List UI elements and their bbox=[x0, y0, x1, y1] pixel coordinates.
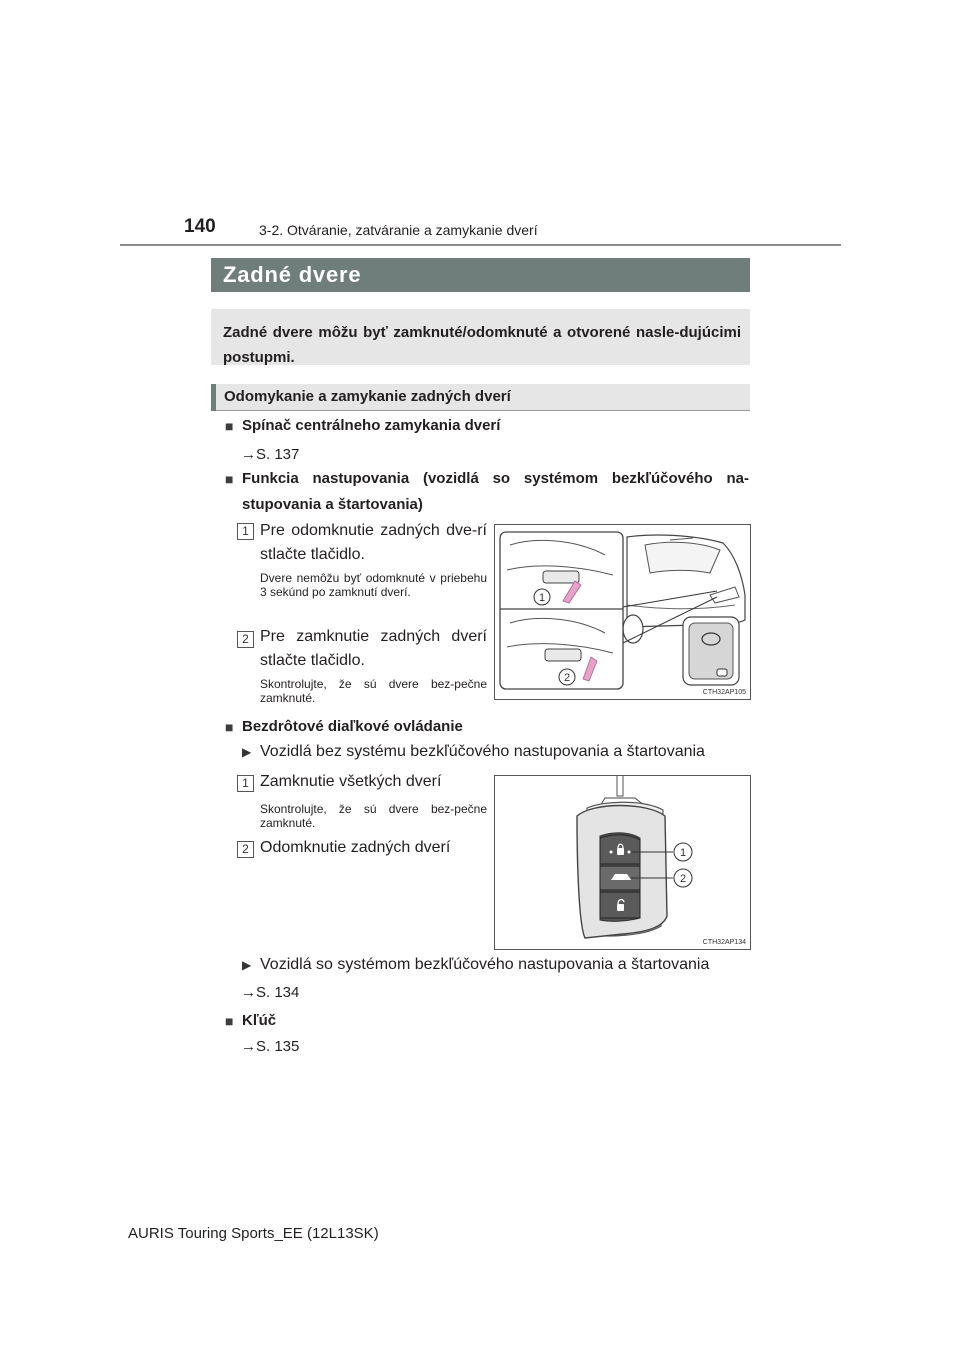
bullet-square-icon: ■ bbox=[225, 1013, 234, 1029]
page-number: 140 bbox=[184, 216, 216, 237]
central-switch-heading: Spínač centrálneho zamykania dverí bbox=[242, 417, 501, 434]
footer-text: AURIS Touring Sports_EE (12L13SK) bbox=[128, 1225, 379, 1242]
figure-code-1: CTH32AP105 bbox=[702, 689, 746, 696]
step-number-2: 2 bbox=[237, 631, 254, 648]
smart-entry-step-2: Pre zamknutie zadných dverí stlačte tlačidlo. bbox=[260, 628, 487, 669]
step-number-2: 2 bbox=[237, 841, 254, 858]
step-number-1: 1 bbox=[237, 523, 254, 540]
subheading: Odomykanie a zamykanie zadných dverí bbox=[224, 388, 511, 405]
svg-text:1: 1 bbox=[679, 847, 687, 859]
remote-note-1: Skontrolujte, že sú dvere bez-pečne zamknuté. bbox=[260, 802, 487, 830]
remote-step-1: Zamknutie všetkých dverí bbox=[260, 773, 442, 790]
remote-sub1: Vozidlá bez systému bezkľúčového nastupovania a štartovania bbox=[260, 743, 705, 760]
smart-entry-note-1: Dvere nemôžu byť odomknuté v priebehu 3 sekúnd po zamknutí dverí. bbox=[260, 571, 487, 599]
remote-ref: →S. 134 bbox=[241, 984, 300, 1001]
svg-text:1: 1 bbox=[538, 592, 546, 604]
smart-entry-step-1: Pre odomknutie zadných dve-rí stlačte tlačidlo. bbox=[260, 522, 487, 563]
smart-entry-heading: Funkcia nastupovania (vozidlá so systémom bezkľúčového na-stupovania a štartovania) bbox=[242, 470, 749, 513]
arrow-icon: → bbox=[241, 446, 256, 463]
central-switch-ref: →S. 137 bbox=[241, 446, 300, 463]
intro-text: Zadné dvere môžu byť zamknuté/odomknuté a otvorené nasle-dujúcimi postupmi. bbox=[223, 324, 741, 366]
page-title: Zadné dvere bbox=[223, 262, 362, 287]
key-fob-illustration bbox=[495, 776, 750, 949]
section-title: 3-2. Otváranie, zatváranie a zamykanie dverí bbox=[259, 222, 538, 238]
figure-code-2: CTH32AP134 bbox=[702, 939, 746, 946]
subheading-bar bbox=[211, 384, 750, 411]
arrow-icon: → bbox=[241, 984, 256, 1001]
svg-text:2: 2 bbox=[679, 873, 687, 885]
smart-entry-note-2: Skontrolujte, že sú dvere bez-pečne zamknuté. bbox=[260, 677, 487, 705]
bullet-square-icon: ■ bbox=[225, 471, 234, 487]
step-number-1: 1 bbox=[237, 775, 254, 792]
triangle-right-icon: ▶ bbox=[242, 958, 252, 972]
bullet-square-icon: ■ bbox=[225, 719, 234, 735]
key-fob-figure bbox=[494, 775, 751, 950]
key-heading: Kľúč bbox=[242, 1012, 277, 1029]
arrow-icon: → bbox=[241, 1038, 256, 1055]
key-ref: →S. 135 bbox=[241, 1038, 300, 1055]
bullet-square-icon: ■ bbox=[225, 418, 234, 434]
back-door-figure bbox=[494, 524, 751, 700]
page-title-bar bbox=[211, 258, 750, 292]
remote-step-2: Odomknutie zadných dverí bbox=[260, 839, 451, 856]
triangle-right-icon: ▶ bbox=[242, 745, 252, 759]
remote-sub2: Vozidlá so systémom bezkľúčového nastupovania a štartovania bbox=[260, 956, 710, 973]
remote-heading: Bezdrôtové diaľkové ovládanie bbox=[242, 718, 463, 735]
intro-box bbox=[211, 309, 750, 365]
subheading-accent bbox=[211, 384, 216, 411]
header-rule bbox=[120, 244, 841, 246]
svg-text:2: 2 bbox=[563, 672, 571, 684]
back-door-illustration bbox=[495, 525, 750, 699]
